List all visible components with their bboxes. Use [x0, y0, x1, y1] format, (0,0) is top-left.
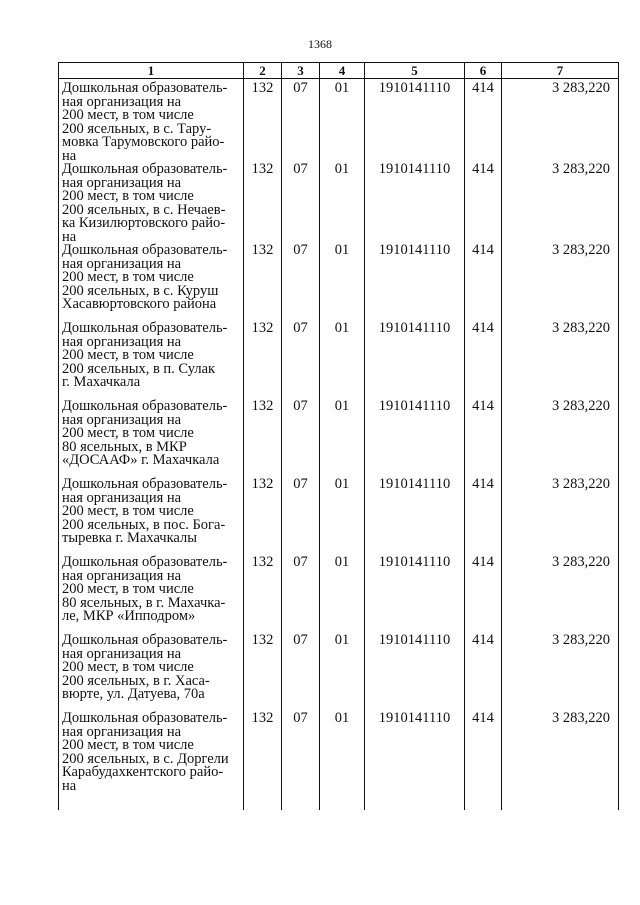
code-cell: 132 [244, 556, 282, 634]
column-header: 7 [502, 63, 619, 79]
object-name-cell: Дошкольная образователь- ная организация на 200 мест, в том числе 200 ясельных, в с. Куруш Хасавюртовского района [59, 244, 244, 322]
expense-type-cell: 414 [465, 322, 502, 400]
amount-cell: 3 283,220 [502, 163, 619, 244]
object-name-cell: Дошкольная образователь- ная организация на 200 мест, в том числе 200 ясельных, в с. Доргели Карабудахкентского райо- на [59, 712, 244, 810]
table-row [59, 712, 619, 810]
target-item-cell: 1910141110 [365, 322, 465, 400]
object-name-cell: Дошкольная образователь- ная организация на 200 мест, в том числе 200 ясельных, в п. Сулак г. Махачкала [59, 322, 244, 400]
table-row [59, 79, 619, 164]
object-name-cell: Дошкольная образователь- ная организация на 200 мест, в том числе 80 ясельных, в г. Махачка- ле, МКР «Ипподром» [59, 556, 244, 634]
code-cell: 132 [244, 163, 282, 244]
amount-cell: 3 283,220 [502, 244, 619, 322]
amount-cell: 3 283,220 [502, 634, 619, 712]
code-cell: 132 [244, 79, 282, 164]
amount-cell: 3 283,220 [502, 322, 619, 400]
object-name-cell: Дошкольная образователь- ная организация на 200 мест, в том числе 200 ясельных, в пос. Бога- тыревка г. Махачкалы [59, 478, 244, 556]
subsection-cell: 01 [320, 322, 365, 400]
subsection-cell: 01 [320, 556, 365, 634]
table-row [59, 556, 619, 634]
column-header: 3 [282, 63, 320, 79]
target-item-cell: 1910141110 [365, 79, 465, 164]
amount-cell: 3 283,220 [502, 556, 619, 634]
section-cell: 07 [282, 712, 320, 810]
target-item-cell: 1910141110 [365, 478, 465, 556]
subsection-cell: 01 [320, 478, 365, 556]
subsection-cell: 01 [320, 244, 365, 322]
table-row [59, 244, 619, 322]
table-row [59, 400, 619, 478]
column-header: 1 [59, 63, 244, 79]
code-cell: 132 [244, 400, 282, 478]
code-cell: 132 [244, 244, 282, 322]
object-name-cell: Дошкольная образователь- ная организация на 200 мест, в том числе 200 ясельных, в г. Хаса- вюрте, ул. Датуева, 70а [59, 634, 244, 712]
column-header: 5 [365, 63, 465, 79]
section-cell: 07 [282, 400, 320, 478]
section-cell: 07 [282, 556, 320, 634]
subsection-cell: 01 [320, 79, 365, 164]
table-row [59, 478, 619, 556]
page-number: 1368 [308, 37, 332, 51]
target-item-cell: 1910141110 [365, 634, 465, 712]
code-cell: 132 [244, 478, 282, 556]
expense-type-cell: 414 [465, 163, 502, 244]
table-row [59, 322, 619, 400]
column-header: 2 [244, 63, 282, 79]
section-cell: 07 [282, 322, 320, 400]
code-cell: 132 [244, 634, 282, 712]
expense-type-cell: 414 [465, 556, 502, 634]
subsection-cell: 01 [320, 712, 365, 810]
section-cell: 07 [282, 79, 320, 164]
target-item-cell: 1910141110 [365, 244, 465, 322]
table-row [59, 163, 619, 244]
expense-type-cell: 414 [465, 400, 502, 478]
target-item-cell: 1910141110 [365, 712, 465, 810]
expense-type-cell: 414 [465, 634, 502, 712]
column-header: 4 [320, 63, 365, 79]
subsection-cell: 01 [320, 400, 365, 478]
budget-table [58, 62, 619, 810]
expense-type-cell: 414 [465, 478, 502, 556]
code-cell: 132 [244, 712, 282, 810]
header-row [59, 63, 619, 79]
subsection-cell: 01 [320, 163, 365, 244]
section-cell: 07 [282, 163, 320, 244]
amount-cell: 3 283,220 [502, 478, 619, 556]
target-item-cell: 1910141110 [365, 556, 465, 634]
subsection-cell: 01 [320, 634, 365, 712]
target-item-cell: 1910141110 [365, 400, 465, 478]
section-cell: 07 [282, 478, 320, 556]
expense-type-cell: 414 [465, 712, 502, 810]
section-cell: 07 [282, 244, 320, 322]
object-name-cell: Дошкольная образователь- ная организация на 200 мест, в том числе 200 ясельных, в с. Тару- мовка Тарумовского райо- на [59, 79, 244, 164]
expense-type-cell: 414 [465, 244, 502, 322]
section-cell: 07 [282, 634, 320, 712]
amount-cell: 3 283,220 [502, 712, 619, 810]
code-cell: 132 [244, 322, 282, 400]
table-row [59, 634, 619, 712]
expense-type-cell: 414 [465, 79, 502, 164]
target-item-cell: 1910141110 [365, 163, 465, 244]
amount-cell: 3 283,220 [502, 79, 619, 164]
column-header: 6 [465, 63, 502, 79]
object-name-cell: Дошкольная образователь- ная организация на 200 мест, в том числе 200 ясельных, в с. Нечаев- ка Кизилюртовского райо- на [59, 163, 244, 244]
amount-cell: 3 283,220 [502, 400, 619, 478]
object-name-cell: Дошкольная образователь- ная организация на 200 мест, в том числе 80 ясельных, в МКР «ДОСААФ» г. Махачкала [59, 400, 244, 478]
